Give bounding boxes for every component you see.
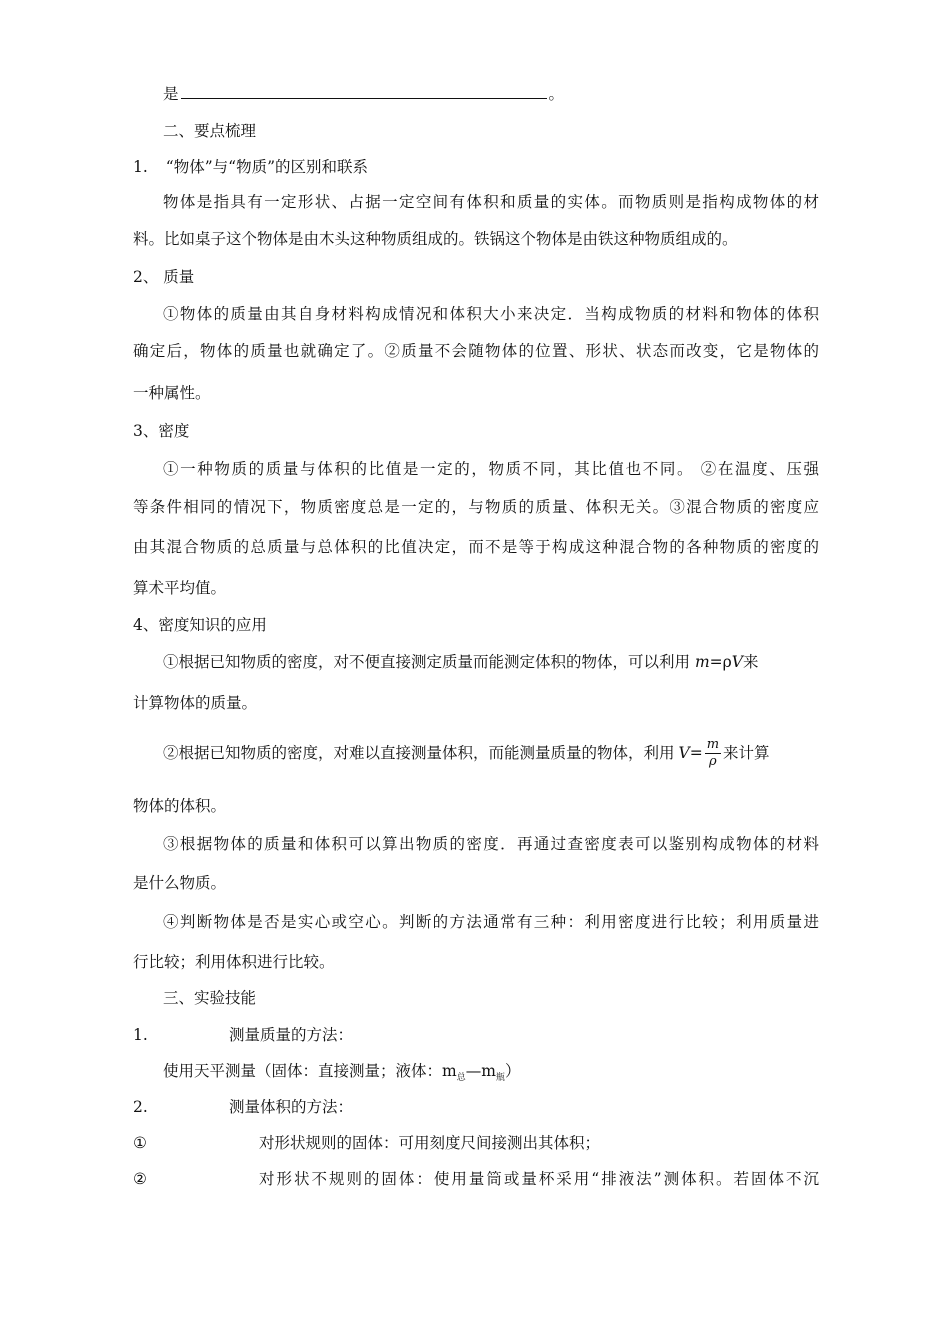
skill-1-body-text: 使用天平测量（固体：直接测量；液体：m	[163, 1062, 457, 1080]
subscript-bottle: 瓶	[495, 1073, 505, 1084]
point-3-line-1: ①一种物质的质量与体积的比值是一定的，物质不同，其比值也不同。 ②在温度、压强	[163, 460, 819, 478]
skill-1-number: 1.	[133, 1026, 148, 1044]
point-4a-line-2: 计算物体的质量。	[133, 694, 258, 712]
point-2-line-3: 一种属性。	[133, 384, 211, 402]
formula-equals-rho: =ρ	[709, 653, 732, 671]
point-4b-tail: 来计算	[723, 744, 770, 762]
point-1-number: 1.	[133, 158, 148, 176]
point-3-line-2: 等条件相同的情况下，物质密度总是一定的，与物质的质量、体积无关。③混合物质的密度应	[133, 498, 819, 516]
point-3-heading: 3、密度	[133, 422, 190, 440]
skill-2-number: 2.	[133, 1098, 148, 1116]
skill-2-title: 测量体积的方法：	[229, 1098, 354, 1116]
point-4a-tail: 来	[742, 653, 759, 671]
subscript-total: 总	[456, 1073, 466, 1084]
skill-1-body	[163, 1061, 520, 1088]
point-1-line-1: 物体是指具有一定形状、占据一定空间有体积和质量的实体。而物质则是指构成物体的材	[163, 193, 819, 211]
skill-1-title: 测量质量的方法：	[229, 1026, 354, 1044]
formula-volume-var: V	[678, 744, 690, 762]
point-3-line-4: 算术平均值。	[133, 579, 227, 597]
formula-mass-var: m	[694, 653, 710, 671]
answer-prefix: 是	[163, 85, 179, 103]
point-3-line-3: 由其混合物质的总质量与总体积的比值决定，而不是等于构成这种混合物的各种物质的密度的	[133, 538, 819, 556]
point-4b-text: ②根据已知物质的密度，对难以直接测量体积，而能测量质量的物体，利用	[163, 744, 675, 762]
point-2-line-1: ①物体的质量由其自身材料构成情况和体积大小来决定．当构成物质的材料和物体的体积	[163, 305, 819, 323]
formula-equals: =	[689, 744, 703, 762]
point-1-heading	[133, 157, 368, 177]
point-2-heading: 2、 质量	[133, 268, 195, 286]
fraction-numerator: m	[706, 736, 720, 752]
formula-fraction	[705, 737, 721, 770]
point-4d-line-1: ④判断物体是否是实心或空心。判断的方法通常有三种：利用密度进行比较；利用质量进	[163, 913, 819, 931]
point-2-line-2: 确定后，物体的质量也就确定了。②质量不会随物体的位置、形状、状态而改变，它是物体的	[133, 342, 819, 360]
point-1-line-2: 料。比如桌子这个物体是由木头这种物质组成的。铁锅这个物体是由铁这种物质组成的。	[133, 230, 738, 248]
section-heading-3: 三、实验技能	[163, 989, 257, 1007]
point-1-title: “物体”与“物质”的区别和联系	[165, 158, 368, 176]
point-4b-line-1	[163, 731, 770, 775]
point-4a-text: ①根据已知物质的密度，对不便直接测定质量而能测定体积的物体，可以利用	[163, 653, 691, 671]
fill-blank	[181, 84, 547, 99]
case-1-marker: ①	[133, 1134, 147, 1152]
formula-volume-var: V	[731, 653, 743, 671]
point-4c-line-2: 是什么物质。	[133, 874, 227, 892]
case-2-text: 对形状不规则的固体：使用量筒或量杯采用“排液法”测体积。若固体不沉	[259, 1170, 819, 1188]
answer-suffix: 。	[548, 85, 565, 103]
answer-line	[163, 84, 564, 104]
case-2-marker: ②	[133, 1170, 147, 1188]
skill-1-close-paren: ）	[504, 1062, 521, 1080]
fraction-denominator: ρ	[709, 753, 717, 769]
point-4-heading: 4、密度知识的应用	[133, 616, 267, 634]
section-heading-2: 二、要点梳理	[163, 122, 257, 140]
case-1-text: 对形状规则的固体：可用刻度尺间接测出其体积；	[259, 1134, 601, 1152]
point-4c-line-1: ③根据物体的质量和体积可以算出物质的密度．再通过查密度表可以鉴别构成物体的材料	[163, 835, 819, 853]
point-4a-line-1	[163, 652, 758, 672]
point-4d-line-2: 行比较；利用体积进行比较。	[133, 953, 335, 971]
skill-1-minus: —m	[465, 1062, 496, 1080]
point-4b-line-2: 物体的体积。	[133, 797, 227, 815]
